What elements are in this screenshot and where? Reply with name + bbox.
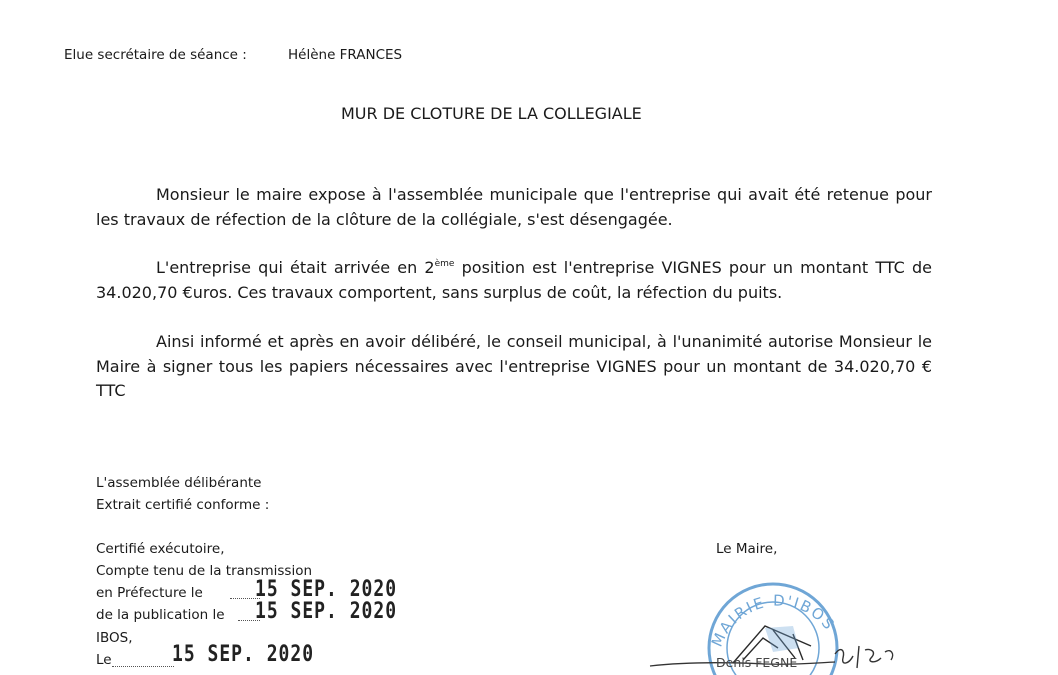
- paragraph-2-text-start: L'entreprise qui était arrivée en 2: [156, 258, 435, 277]
- dotted-leader: [112, 666, 174, 667]
- prefecture-label: en Préfecture le: [96, 585, 203, 601]
- date-stamp-publication: 15 SEP. 2020: [255, 598, 398, 625]
- executory-label: Certifié exécutoire,: [96, 541, 225, 557]
- secretary-label: Elue secrétaire de séance :: [64, 47, 247, 63]
- date-label: Le: [96, 652, 112, 668]
- paragraph-2: [96, 256, 932, 305]
- publication-label: de la publication le: [96, 607, 225, 623]
- mayor-name: Denis FEGNE: [716, 655, 798, 670]
- paragraph-2-text-end: position est l'entreprise VIGNES pour un montant TTC de 34.020,70 €uros. Ces travaux comportent, sans surplus de coût, la réfection du puits.: [96, 258, 932, 302]
- date-stamp-ibos: 15 SEP. 2020: [172, 641, 315, 668]
- assembly-label: L'assemblée délibérante: [96, 475, 262, 491]
- paragraph-2-superscript: ème: [434, 259, 455, 269]
- place-label: IBOS,: [96, 630, 133, 646]
- extract-label: Extrait certifié conforme :: [96, 497, 270, 513]
- secretary-name: Hélène FRANCES: [288, 47, 403, 63]
- paragraph-1: Monsieur le maire expose à l'assemblée municipale que l'entreprise qui avait été retenue pour les travaux de réfection de la clôture de la collégiale, s'est désengagée.: [96, 185, 932, 229]
- document-title: MUR DE CLOTURE DE LA COLLEGIALE: [341, 104, 642, 123]
- transmission-label: Compte tenu de la transmission: [96, 563, 313, 579]
- date-stamp-prefecture: 15 SEP. 2020: [255, 576, 398, 603]
- paragraph-3: Ainsi informé et après en avoir délibéré, le conseil municipal, à l'unanimité autorise Monsieur le Maire à signer tous les papiers nécessaires avec l'entreprise VIGNES pour un montant de 34.020,70 € TTC: [96, 332, 932, 400]
- mayor-title: Le Maire,: [716, 541, 778, 557]
- svg-text:MAIRIE D'IBOS: MAIRIE D'IBOS: [707, 591, 839, 650]
